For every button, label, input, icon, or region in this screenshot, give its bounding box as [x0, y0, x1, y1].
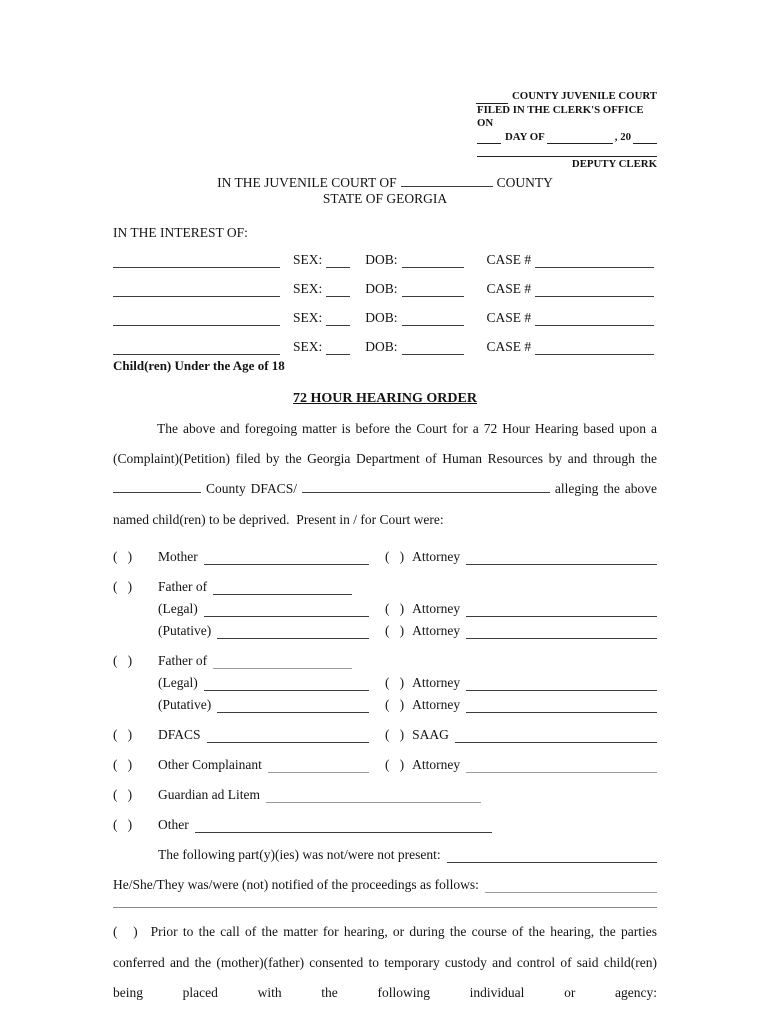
consent-paragraph [113, 917, 657, 1024]
child-dob-field-3[interactable] [402, 311, 464, 326]
mother-checkbox[interactable]: ( ) [113, 549, 133, 565]
court-county-field[interactable] [401, 182, 493, 187]
father2-legal-field[interactable] [204, 676, 369, 691]
child-dob-field-1[interactable] [402, 253, 464, 268]
child-sex-field-4[interactable] [326, 340, 350, 355]
attorney-label: Attorney [412, 623, 461, 639]
court-title-prefix: IN THE JUVENILE COURT OF [217, 174, 397, 190]
order-heading: 72 HOUR HEARING ORDER [293, 390, 477, 406]
filed-clerk-office-label: FILED IN THE CLERK'S OFFICE ON [477, 103, 644, 129]
clerk-stamp-block [477, 90, 657, 172]
year-field[interactable] [633, 132, 657, 144]
putative-label: (Putative) [158, 623, 212, 639]
child-row [113, 326, 657, 355]
row-father2-putative [113, 691, 657, 713]
row-father2-legal [113, 669, 657, 691]
father1-putative-field[interactable] [217, 624, 369, 639]
attorney-label: Attorney [412, 675, 461, 691]
child-name-field-3[interactable] [113, 311, 280, 326]
sex-label: SEX: [293, 280, 323, 296]
dob-label: DOB: [365, 338, 398, 354]
case-label: CASE # [486, 338, 532, 354]
father2-legal-attorney-field[interactable] [466, 676, 657, 691]
child-name-field-4[interactable] [113, 340, 280, 355]
father1-legal-attorney-field[interactable] [466, 602, 657, 617]
other-label: Other [158, 817, 189, 833]
other-checkbox[interactable]: ( ) [113, 817, 133, 833]
mother-name-field[interactable] [204, 550, 369, 565]
row-other [113, 811, 657, 833]
attorney-label: Attorney [412, 697, 461, 713]
child-dob-field-4[interactable] [402, 340, 464, 355]
children-under-18-caption: Child(ren) Under the Age of 18 [113, 357, 285, 373]
sex-label: SEX: [293, 338, 323, 354]
dfacs-label: DFACS [158, 727, 201, 743]
saag-label: SAAG [412, 727, 449, 743]
father1-putative-attorney-checkbox[interactable]: ( ) [385, 623, 405, 639]
child-dob-field-2[interactable] [402, 282, 464, 297]
county-dfacs-county-field[interactable] [113, 488, 201, 493]
intro-paragraph [113, 414, 657, 536]
row-father1-legal [113, 595, 657, 617]
deputy-clerk-signature-field[interactable] [477, 146, 657, 157]
attorney-label: Attorney [412, 601, 461, 617]
child-row [113, 297, 657, 326]
saag-name-field[interactable] [455, 728, 657, 743]
deputy-clerk-label: DEPUTY CLERK [571, 158, 657, 170]
intro-text-1: The above and foregoing matter is before the Court for a 72 Hour Hearing based upon a (Complaint)(Petition) filed by the Georgia Department of Human Resources by and through the [113, 420, 657, 466]
notified-continuation-field[interactable] [113, 907, 657, 908]
case-label: CASE # [486, 309, 532, 325]
guardian-name-field[interactable] [266, 788, 481, 803]
putative-label: (Putative) [158, 697, 212, 713]
row-mother [113, 543, 657, 565]
other-complainant-attorney-checkbox[interactable]: ( ) [385, 757, 405, 773]
father2-legal-attorney-checkbox[interactable]: ( ) [385, 675, 405, 691]
row-not-present [113, 841, 657, 863]
county-name-field[interactable] [476, 92, 508, 104]
case-label: CASE # [486, 280, 532, 296]
child-row [113, 241, 657, 268]
notified-label: He/She/They was/were (not) notified of the proceedings as follows: [113, 877, 479, 893]
row-guardian [113, 781, 657, 803]
father2-putative-attorney-field[interactable] [466, 698, 657, 713]
day-of-label: DAY OF [505, 130, 545, 143]
father1-child-field[interactable] [213, 580, 352, 595]
not-present-label: The following part(y)(ies) was not/were not present: [158, 847, 441, 863]
dfacs-name-field[interactable] [302, 488, 550, 493]
child-sex-field-2[interactable] [326, 282, 350, 297]
saag-checkbox[interactable]: ( ) [385, 727, 405, 743]
child-case-field-3[interactable] [535, 311, 654, 326]
father-of-label: Father of [158, 653, 208, 669]
mother-attorney-field[interactable] [466, 550, 657, 565]
child-name-field-1[interactable] [113, 253, 280, 268]
mother-label: Mother [158, 549, 198, 565]
court-title-suffix: COUNTY [496, 174, 553, 190]
father2-putative-field[interactable] [217, 698, 369, 713]
month-field[interactable] [547, 132, 613, 144]
guardian-ad-litem-label: Guardian ad Litem [158, 787, 260, 803]
legal-label: (Legal) [158, 675, 198, 691]
dob-label: DOB: [365, 309, 398, 325]
father1-legal-field[interactable] [204, 602, 369, 617]
father1-legal-attorney-checkbox[interactable]: ( ) [385, 601, 405, 617]
court-title-line1 [113, 175, 657, 191]
father-of-label: Father of [158, 579, 208, 595]
row-dfacs [113, 721, 657, 743]
sex-label: SEX: [293, 251, 323, 267]
interest-heading: IN THE INTEREST OF: [113, 224, 248, 240]
father1-putative-attorney-field[interactable] [466, 624, 657, 639]
child-case-field-2[interactable] [535, 282, 654, 297]
guardian-checkbox[interactable]: ( ) [113, 787, 133, 803]
attorney-label: Attorney [412, 757, 461, 773]
other-complainant-label: Other Complainant [158, 757, 262, 773]
father2-checkbox[interactable]: ( ) [113, 653, 133, 669]
sex-label: SEX: [293, 309, 323, 325]
father2-putative-attorney-checkbox[interactable]: ( ) [385, 697, 405, 713]
notified-field[interactable] [485, 878, 657, 893]
dob-label: DOB: [365, 280, 398, 296]
child-sex-field-3[interactable] [326, 311, 350, 326]
year-prefix-label: , 20 [614, 130, 631, 143]
county-court-label: COUNTY JUVENILE COURT [512, 90, 657, 102]
father2-child-field[interactable] [213, 654, 352, 669]
child-case-field-4[interactable] [535, 340, 654, 355]
other-complainant-checkbox[interactable]: ( ) [113, 757, 133, 773]
case-label: CASE # [486, 251, 532, 267]
child-case-field-1[interactable] [535, 253, 654, 268]
father1-checkbox[interactable]: ( ) [113, 579, 133, 595]
dob-label: DOB: [365, 251, 398, 267]
present-parties-checklist [113, 543, 657, 893]
row-father1-putative [113, 617, 657, 639]
consent-text: Prior to the call of the matter for hearing, or during the course of the hearing, the parties conferred and the (mother)(father) consented to temporary custody and control of said child(ren) being placed with the following individual or agency: [113, 924, 657, 1000]
other-complainant-field[interactable] [268, 758, 369, 773]
dfacs-checkbox[interactable]: ( ) [113, 727, 133, 743]
row-father2 [113, 647, 657, 669]
row-notified [113, 871, 657, 893]
consent-checkbox[interactable]: ( ) [113, 924, 138, 940]
day-field[interactable] [477, 132, 501, 144]
other-complainant-attorney-field[interactable] [466, 758, 657, 773]
intro-text-3: alleging the above named child(ren) to be deprived. Present in / for Court were: [113, 481, 658, 527]
court-title [113, 175, 657, 207]
not-present-field[interactable] [447, 848, 657, 863]
row-other-complainant [113, 751, 657, 773]
row-father1 [113, 573, 657, 595]
mother-attorney-checkbox[interactable]: ( ) [385, 549, 405, 565]
child-sex-field-1[interactable] [326, 253, 350, 268]
intro-text-2: County DFACS/ [205, 481, 297, 497]
child-row [113, 268, 657, 297]
legal-label: (Legal) [158, 601, 198, 617]
state-of-georgia-label: STATE OF GEORGIA [322, 190, 448, 206]
attorney-label: Attorney [412, 549, 461, 565]
dfacs-rep-field[interactable] [207, 728, 369, 743]
other-field[interactable] [195, 818, 492, 833]
child-name-field-2[interactable] [113, 282, 280, 297]
